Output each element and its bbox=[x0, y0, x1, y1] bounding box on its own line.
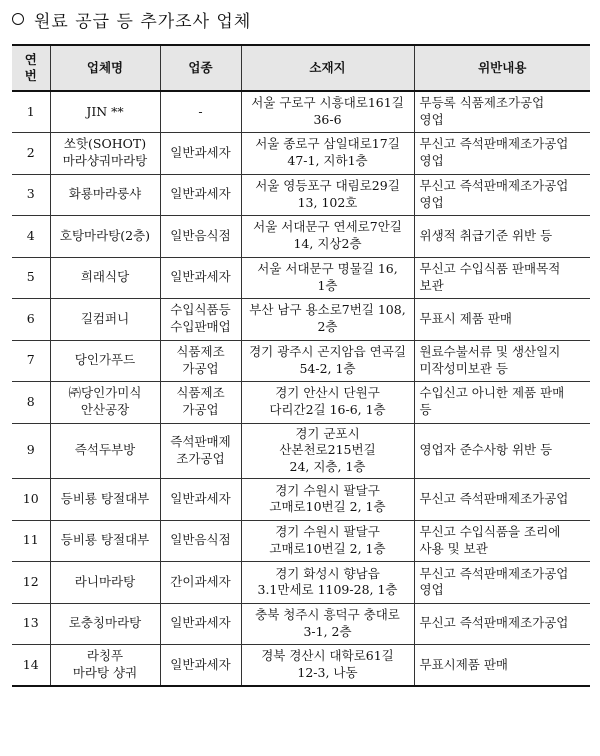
cell-business-type-line: 식품제조 bbox=[176, 343, 225, 359]
cell-business-type-line: 간이과세자 bbox=[170, 573, 231, 589]
table-row bbox=[12, 382, 590, 424]
cell-address bbox=[241, 479, 414, 521]
cell-address bbox=[241, 299, 414, 341]
cell-address-line: 2층 bbox=[317, 319, 338, 335]
cell-violation-line: 영업자 준수사항 위반 등 bbox=[419, 442, 553, 458]
cell-address bbox=[241, 603, 414, 645]
cell-company-name bbox=[50, 562, 160, 604]
cell-address-line: 부산 남구 용소로7번길 108, bbox=[249, 302, 406, 318]
cell-violation-line: 영업 bbox=[419, 112, 444, 127]
cell-business-type-line: 일반과세자 bbox=[170, 490, 231, 506]
table-row bbox=[12, 340, 590, 382]
cell-company-name-line: 등비룡 탕절대부 bbox=[60, 490, 150, 506]
cell-business-type-line: 식품제조 bbox=[176, 385, 225, 401]
cell-address-line: 12-3, 나동 bbox=[297, 665, 358, 681]
cell-company-name-line: 길컴퍼니 bbox=[80, 310, 130, 326]
cell-company-name-line: 안산공장 bbox=[80, 402, 130, 418]
cell-business-type-line: 일반과세자 bbox=[170, 656, 231, 672]
cell-business-type-line: 일반음식점 bbox=[170, 532, 231, 548]
cell-address-line: 고매로10번길 2, 1층 bbox=[269, 499, 386, 515]
header-violation: 위반내용 bbox=[414, 45, 590, 91]
table-row bbox=[12, 645, 590, 687]
cell-violation-line: 영업 bbox=[419, 582, 444, 598]
cell-violation-line: 무표시 제품 판매 bbox=[419, 310, 512, 326]
cell-violation-line: 보관 bbox=[419, 277, 444, 293]
cell-violation-line: 무표시제품 판매 bbox=[419, 656, 508, 672]
cell-address bbox=[241, 520, 414, 562]
cell-business-type bbox=[160, 520, 241, 562]
cell-violation bbox=[414, 133, 590, 175]
cell-address-line: 경북 경산시 대학로61길 bbox=[261, 648, 394, 664]
table-row bbox=[12, 520, 590, 562]
cell-violation bbox=[414, 520, 590, 562]
cell-company-name-line: 라칭푸 bbox=[86, 648, 124, 664]
cell-no: 8 bbox=[12, 382, 50, 424]
cell-company-name-line: ㈜당인가미식 bbox=[68, 385, 142, 401]
cell-violation-line: 무등록 식품제조가공업 bbox=[419, 95, 545, 111]
cell-violation-line: 무신고 즉석판매제조가공업 bbox=[419, 177, 569, 193]
cell-violation-line: 무신고 수입식품을 조리에 bbox=[419, 524, 561, 539]
cell-violation-line: 무신고 즉석판매제조가공업 bbox=[419, 615, 569, 631]
cell-business-type bbox=[160, 645, 241, 687]
cell-business-type bbox=[160, 91, 241, 133]
cell-violation bbox=[414, 479, 590, 521]
cell-violation bbox=[414, 603, 590, 645]
cell-violation bbox=[414, 562, 590, 604]
cell-address-line: 서울 서대문구 명물길 16, bbox=[257, 260, 398, 276]
cell-address-line: 47-1, 지하1층 bbox=[287, 153, 368, 169]
cell-business-type bbox=[160, 382, 241, 424]
header-name: 업체명 bbox=[50, 45, 160, 91]
cell-address-line: 36-6 bbox=[313, 112, 342, 127]
cell-address bbox=[241, 562, 414, 604]
cell-violation bbox=[414, 382, 590, 424]
table-row bbox=[12, 216, 590, 258]
cell-address bbox=[241, 423, 414, 479]
cell-business-type-line: 수입판매업 bbox=[170, 319, 231, 335]
cell-business-type bbox=[160, 479, 241, 521]
section-title bbox=[12, 6, 251, 32]
cell-no: 9 bbox=[12, 423, 50, 479]
cell-address-line: 서울 구로구 시흥대로161길 bbox=[251, 95, 404, 111]
cell-business-type-line: 일반과세자 bbox=[170, 144, 231, 160]
cell-address-line: 경기 광주시 곤지암읍 연곡길 bbox=[249, 343, 406, 359]
cell-address-line: 경기 수원시 팔달구 bbox=[275, 482, 380, 498]
cell-no: 12 bbox=[12, 562, 50, 604]
cell-company-name bbox=[50, 216, 160, 258]
header-address: 소재지 bbox=[241, 45, 414, 91]
cell-no: 14 bbox=[12, 645, 50, 687]
cell-company-name-line: 마라샹궈마라탕 bbox=[62, 153, 148, 169]
cell-address bbox=[241, 91, 414, 133]
cell-company-name bbox=[50, 174, 160, 216]
cell-address-line: 서울 영등포구 대림로29길 bbox=[255, 177, 400, 193]
circle-bullet-icon bbox=[12, 13, 24, 25]
cell-business-type-line: 일반과세자 bbox=[170, 269, 231, 285]
cell-no: 11 bbox=[12, 520, 50, 562]
cell-address bbox=[241, 216, 414, 258]
cell-violation-line: 무신고 즉석판매제조가공업 bbox=[419, 490, 569, 506]
cell-address bbox=[241, 257, 414, 299]
cell-no: 2 bbox=[12, 133, 50, 175]
cell-company-name-line: 라니마라탕 bbox=[74, 573, 136, 589]
cell-address-line: 3-1, 2층 bbox=[303, 623, 352, 639]
table-row bbox=[12, 299, 590, 341]
cell-no: 3 bbox=[12, 174, 50, 216]
table-row bbox=[12, 423, 590, 479]
cell-address-line: 서울 종로구 삼일대로17길 bbox=[255, 136, 400, 152]
cell-violation-line: 영업 bbox=[419, 153, 444, 169]
table-row bbox=[12, 174, 590, 216]
cell-address bbox=[241, 174, 414, 216]
cell-company-name bbox=[50, 91, 160, 133]
cell-no: 10 bbox=[12, 479, 50, 521]
cell-address-line: 고매로10번길 2, 1층 bbox=[269, 540, 386, 556]
cell-company-name bbox=[50, 257, 160, 299]
cell-address-line: 13, 102호 bbox=[297, 194, 358, 210]
cell-violation bbox=[414, 257, 590, 299]
cell-company-name bbox=[50, 645, 160, 687]
cell-address-line: 54-2, 1층 bbox=[299, 360, 356, 376]
cell-company-name-line: 등비룡 탕절대부 bbox=[60, 532, 150, 548]
cell-violation bbox=[414, 91, 590, 133]
company-table bbox=[12, 44, 590, 687]
cell-address-line: 경기 안산시 단원구 bbox=[275, 385, 380, 401]
cell-business-type-line: - bbox=[198, 103, 203, 119]
table-row bbox=[12, 257, 590, 299]
cell-violation-line: 영업 bbox=[419, 194, 444, 210]
cell-no: 1 bbox=[12, 91, 50, 133]
cell-business-type bbox=[160, 562, 241, 604]
cell-address-line: 경기 군포시 산본천로215번길 bbox=[279, 425, 376, 458]
cell-no: 13 bbox=[12, 603, 50, 645]
cell-violation bbox=[414, 216, 590, 258]
cell-no: 6 bbox=[12, 299, 50, 341]
cell-address bbox=[241, 645, 414, 687]
cell-address-line: 1층 bbox=[317, 277, 338, 293]
table-header-row bbox=[12, 45, 590, 91]
cell-company-name bbox=[50, 133, 160, 175]
cell-business-type bbox=[160, 133, 241, 175]
cell-business-type-line: 일반과세자 bbox=[170, 186, 231, 202]
cell-violation-line: 수입신고 아니한 제품 판매 bbox=[419, 385, 565, 401]
cell-business-type bbox=[160, 603, 241, 645]
cell-company-name-line: 화룡마라룽샤 bbox=[68, 186, 142, 202]
cell-company-name-line: 호탕마라탕(2층) bbox=[59, 227, 151, 243]
cell-company-name bbox=[50, 382, 160, 424]
cell-company-name-line: 희래식당 bbox=[80, 269, 130, 285]
cell-address-line: 서울 서대문구 연세로7안길 bbox=[253, 219, 402, 235]
cell-violation bbox=[414, 340, 590, 382]
cell-business-type bbox=[160, 299, 241, 341]
cell-address-line: 24, 지층, 1층 bbox=[289, 459, 366, 475]
cell-company-name-line: JIN ** bbox=[86, 103, 124, 119]
cell-violation bbox=[414, 174, 590, 216]
cell-business-type-line: 즉석판매제 bbox=[170, 433, 231, 449]
cell-business-type bbox=[160, 257, 241, 299]
cell-business-type-line: 일반과세자 bbox=[170, 615, 231, 631]
cell-violation-line: 무신고 즉석판매제조가공업 bbox=[419, 565, 569, 581]
cell-company-name bbox=[50, 299, 160, 341]
cell-company-name bbox=[50, 340, 160, 382]
cell-company-name bbox=[50, 423, 160, 479]
cell-business-type-line: 조가공업 bbox=[176, 450, 225, 466]
cell-address-line: 3.1만세로 1109-28, 1층 bbox=[257, 582, 398, 598]
cell-violation-line: 무신고 수입식품 판매목적 bbox=[419, 260, 561, 276]
cell-address-line: 경기 수원시 팔달구 bbox=[275, 524, 380, 539]
cell-violation-line: 무신고 즉석판매제조가공업 bbox=[419, 136, 569, 152]
table-row bbox=[12, 562, 590, 604]
section-title-text: 원료 공급 등 추가조사 업체 bbox=[34, 11, 252, 32]
cell-violation bbox=[414, 299, 590, 341]
header-no: 연 번 bbox=[12, 45, 50, 91]
cell-violation bbox=[414, 423, 590, 479]
cell-violation-line: 위생적 취급기준 위반 등 bbox=[419, 227, 553, 243]
cell-company-name bbox=[50, 603, 160, 645]
cell-address bbox=[241, 340, 414, 382]
cell-company-name-line: 당인가푸드 bbox=[74, 352, 136, 368]
table-row bbox=[12, 91, 590, 133]
cell-business-type bbox=[160, 423, 241, 479]
cell-address-line: 14, 지상2층 bbox=[293, 236, 362, 252]
header-type: 업종 bbox=[160, 45, 241, 91]
cell-violation-line: 원료수불서류 및 생산일지 bbox=[419, 343, 561, 359]
cell-address bbox=[241, 133, 414, 175]
cell-company-name-line: 즉석두부방 bbox=[74, 442, 136, 458]
cell-business-type-line: 가공업 bbox=[182, 360, 219, 376]
cell-company-name-line: 마라탕 샹궈 bbox=[72, 665, 138, 681]
cell-business-type bbox=[160, 216, 241, 258]
table-body bbox=[12, 91, 590, 686]
table-row bbox=[12, 603, 590, 645]
cell-business-type-line: 가공업 bbox=[182, 402, 219, 418]
cell-no: 5 bbox=[12, 257, 50, 299]
cell-address bbox=[241, 382, 414, 424]
cell-address-line: 충북 청주시 흥덕구 충대로 bbox=[255, 607, 400, 622]
table-row bbox=[12, 479, 590, 521]
table-row bbox=[12, 133, 590, 175]
cell-business-type bbox=[160, 174, 241, 216]
cell-company-name-line: 쏘핫(SOHOT) bbox=[63, 136, 147, 152]
cell-company-name bbox=[50, 479, 160, 521]
cell-violation-line: 사용 및 보관 bbox=[419, 540, 488, 556]
cell-business-type-line: 수입식품등 bbox=[170, 302, 231, 318]
cell-company-name bbox=[50, 520, 160, 562]
cell-address-line: 다리간2길 16-6, 1층 bbox=[269, 402, 386, 418]
cell-no: 4 bbox=[12, 216, 50, 258]
cell-business-type bbox=[160, 340, 241, 382]
cell-address-line: 경기 화성시 향남읍 bbox=[275, 565, 380, 581]
cell-company-name-line: 로충칭마라탕 bbox=[68, 615, 142, 631]
cell-business-type-line: 일반음식점 bbox=[170, 227, 231, 243]
cell-violation-line: 미작성미보관 등 bbox=[419, 360, 508, 376]
cell-no: 7 bbox=[12, 340, 50, 382]
cell-violation-line: 등 bbox=[419, 402, 432, 418]
cell-violation bbox=[414, 645, 590, 687]
